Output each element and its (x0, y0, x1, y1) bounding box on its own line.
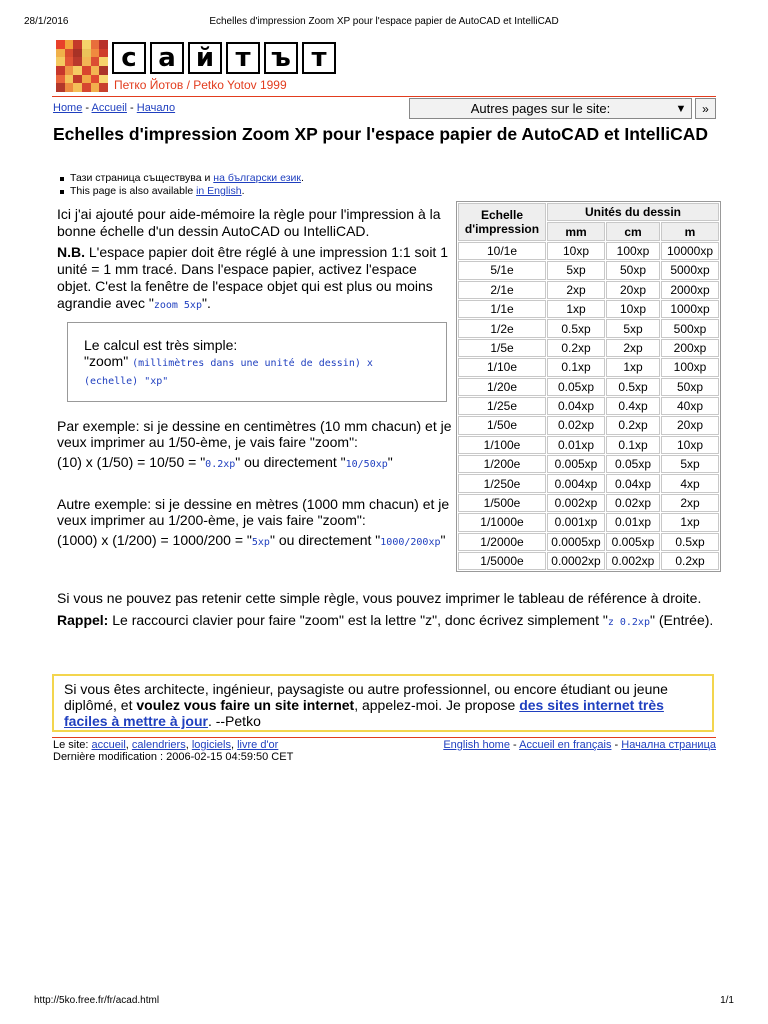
table-row (458, 358, 719, 376)
rappel-code: z 0.2xp (607, 617, 650, 628)
table-body (458, 242, 719, 571)
language-text: Тази страница съществува и (70, 172, 214, 184)
value-cell: 500xp (661, 319, 719, 337)
scale-cell: 1/25e (458, 397, 546, 415)
value-cell: 0.05xp (547, 378, 605, 396)
scale-cell: 1/2e (458, 319, 546, 337)
header-mm: mm (547, 222, 605, 240)
table-row (458, 436, 719, 454)
scale-cell: 1/2000e (458, 533, 546, 551)
value-cell: 2xp (606, 339, 660, 357)
formula-code: 1000/200xp (380, 537, 441, 548)
table-row (458, 552, 719, 570)
table-row (458, 533, 719, 551)
table-row (458, 455, 719, 473)
value-cell: 10xp (547, 242, 605, 260)
logo-letter: с (112, 42, 146, 74)
mosaic-tile (56, 75, 65, 84)
value-cell: 0.01xp (547, 436, 605, 454)
value-cell: 0.005xp (547, 455, 605, 473)
value-cell: 0.5xp (606, 378, 660, 396)
table-row (458, 474, 719, 492)
mosaic-tile (82, 75, 91, 84)
print-header (24, 16, 744, 30)
scale-cell: 1/5e (458, 339, 546, 357)
promo-box (52, 674, 714, 732)
value-cell: 0.2xp (606, 416, 660, 434)
table-row (458, 378, 719, 396)
mosaic-tile (82, 66, 91, 75)
footer-link-livre[interactable]: livre d'or (237, 739, 279, 751)
value-cell: 0.05xp (606, 455, 660, 473)
page-title: Echelles d'impression Zoom XP pour l'espace papier de AutoCAD et IntelliCAD (53, 124, 708, 144)
table-header-row (458, 203, 719, 221)
scale-cell: 1/5000e (458, 552, 546, 570)
value-cell: 1xp (547, 300, 605, 318)
promo-bold: voulez vous faire un site internet (136, 697, 355, 713)
nb-end: ". (201, 295, 211, 311)
value-cell: 50xp (606, 261, 660, 279)
example-one-text: Par exemple: si je dessine en centimètres (10 mm chacun) et je veux imprimer au 1/50-ème, je vais faire "zoom": (57, 418, 452, 450)
print-date: 28/1/2016 (24, 16, 69, 27)
language-item-en (58, 185, 304, 198)
divider (52, 737, 716, 738)
value-cell: 0.01xp (606, 513, 660, 531)
mosaic-tile (99, 83, 108, 92)
value-cell: 0.2xp (661, 552, 719, 570)
example-one-formula (57, 454, 452, 473)
footer-bg-home-link[interactable]: Начална страница (621, 739, 716, 751)
footer-separator: - (611, 739, 622, 751)
table-row (458, 319, 719, 337)
value-cell: 0.0002xp (547, 552, 605, 570)
example-one (57, 418, 452, 477)
value-cell: 0.02xp (606, 494, 660, 512)
formula-text: " ou directement " (235, 454, 346, 470)
footer-site-links: Le site: accueil, calendriers, logiciels, livre d'or (53, 739, 279, 751)
value-cell: 50xp (661, 378, 719, 396)
rappel-paragraph (57, 612, 717, 631)
mosaic-tile (99, 57, 108, 66)
mosaic-tile (91, 49, 100, 58)
value-cell: 5000xp (661, 261, 719, 279)
value-cell: 5xp (606, 319, 660, 337)
scale-cell: 1/10e (458, 358, 546, 376)
scale-cell: 2/1e (458, 281, 546, 299)
value-cell: 200xp (661, 339, 719, 357)
print-page-title: Echelles d'impression Zoom XP pour l'espace papier de AutoCAD et IntelliCAD (209, 16, 559, 27)
rappel-end: " (Entrée). (649, 612, 714, 628)
table-row (458, 339, 719, 357)
logo-letter: а (150, 42, 184, 74)
print-footer (34, 995, 734, 1009)
value-cell: 0.002xp (606, 552, 660, 570)
formula-text: " (440, 532, 446, 548)
after-text (57, 590, 717, 637)
scale-cell: 1/100e (458, 436, 546, 454)
language-list (58, 172, 304, 198)
language-text: . (300, 172, 304, 184)
divider (52, 96, 716, 97)
table-row (458, 261, 719, 279)
mosaic-tile (91, 40, 100, 49)
calc-zoom: "zoom" (84, 353, 133, 369)
mosaic-tile (91, 83, 100, 92)
mosaic-tile (56, 40, 65, 49)
value-cell: 1000xp (661, 300, 719, 318)
print-page-number: 1/1 (720, 995, 734, 1006)
value-cell: 10xp (606, 300, 660, 318)
scale-cell: 1/20e (458, 378, 546, 396)
value-cell: 5xp (547, 261, 605, 279)
mosaic-tile (73, 75, 82, 84)
value-cell: 0.5xp (547, 319, 605, 337)
value-cell: 2xp (547, 281, 605, 299)
table-row (458, 416, 719, 434)
reference-paragraph: Si vous ne pouvez pas retenir cette simple règle, vous pouvez imprimer le tableau de référence à droite. (57, 590, 702, 606)
mosaic-tile (73, 40, 82, 49)
calc-line1: Le calcul est très simple: (84, 337, 238, 353)
mosaic-tile (73, 66, 82, 75)
formula-code: 10/50xp (345, 459, 388, 470)
language-text: . (241, 185, 245, 197)
logo-letter: й (188, 42, 222, 74)
footer-accueil-fr-link[interactable]: Accueil en français (519, 739, 612, 751)
calc-code: (millimètres dans une unité de dessin) x (echelle) "xp" (84, 358, 373, 387)
mosaic-tile (82, 57, 91, 66)
mosaic-tile (56, 66, 65, 75)
nb-text: L'espace papier doit être réglé à une impression 1:1 soit 1 unité = 1 mm tracé. Dans l'espace papier, activez l'espace objet. C'est la fenêtre de l'espace objet qui est plus ou moins agrandie avec " (57, 244, 449, 311)
go-button[interactable]: » (695, 98, 716, 119)
mosaic-tile (73, 57, 82, 66)
example-two (57, 496, 452, 555)
mosaic-tile (56, 83, 65, 92)
value-cell: 10000xp (661, 242, 719, 260)
site-logo[interactable] (56, 40, 328, 92)
value-cell: 0.0005xp (547, 533, 605, 551)
table-row (458, 494, 719, 512)
mosaic-tile (65, 83, 74, 92)
formula-text: (1000) x (1/200) = 1000/200 = " (57, 532, 252, 548)
mosaic-tile (65, 40, 74, 49)
footer-right (443, 739, 716, 751)
value-cell: 0.004xp (547, 474, 605, 492)
value-cell: 2000xp (661, 281, 719, 299)
breadcrumb-nachalo-link[interactable]: Начало (136, 102, 176, 114)
language-text: This page is also available (70, 185, 197, 197)
language-item-bg (58, 172, 304, 185)
value-cell: 0.5xp (661, 533, 719, 551)
mosaic-tile (56, 49, 65, 58)
mosaic-tile (82, 83, 91, 92)
value-cell: 0.005xp (606, 533, 660, 551)
mosaic-tile (73, 83, 82, 92)
english-link[interactable]: in English (196, 185, 242, 197)
last-modified: Dernière modification : 2006-02-15 04:59:50 CET (53, 751, 294, 763)
value-cell: 0.02xp (547, 416, 605, 434)
value-cell: 1xp (661, 513, 719, 531)
scale-table (456, 201, 721, 572)
table-row (458, 242, 719, 260)
scale-cell: 5/1e (458, 261, 546, 279)
breadcrumb-separator: - (82, 102, 92, 114)
mosaic-tile (82, 49, 91, 58)
print-url: http://5ko.free.fr/fr/acad.html (34, 995, 160, 1006)
value-cell: 0.1xp (547, 358, 605, 376)
calc-line2 (84, 353, 430, 389)
logo-letter: т (302, 42, 336, 74)
mosaic-tile (73, 49, 82, 58)
mosaic-tile (65, 49, 74, 58)
mosaic-tile (91, 57, 100, 66)
example-two-text: Autre exemple: si je dessine en mètres (1000 mm chacun) et je veux imprimer au 1/200-ème, je vais faire "zoom": (57, 496, 450, 528)
footer-site-label: Le site: (53, 739, 92, 751)
value-cell: 100xp (661, 358, 719, 376)
nb-label: N.B. (57, 244, 85, 260)
intro-paragraph: Ici j'ai ajouté pour aide-mémoire la règle pour l'impression à la bonne échelle d'un dessin AutoCAD ou IntelliCAD. (57, 206, 441, 239)
promo-text: , appelez-moi. Je propose (354, 697, 520, 713)
scale-cell: 1/1000e (458, 513, 546, 531)
scale-cell: 1/500e (458, 494, 546, 512)
value-cell: 1xp (606, 358, 660, 376)
nb-paragraph (57, 244, 452, 314)
intro-text (57, 206, 452, 318)
mosaic-tile (65, 75, 74, 84)
breadcrumb (53, 102, 175, 114)
value-cell: 4xp (661, 474, 719, 492)
breadcrumb-separator: - (126, 102, 137, 114)
site-pages-select-value: Autres pages sur le site: (470, 101, 611, 116)
header-cm: cm (606, 222, 660, 240)
example-two-formula (57, 532, 452, 551)
value-cell: 100xp (606, 242, 660, 260)
formula-text: " (387, 454, 393, 470)
header-units: Unités du dessin (547, 203, 719, 221)
logo-tagline: Петко Йотов / Petko Yotov 1999 (114, 78, 287, 92)
formula-code: 0.2xp (205, 459, 236, 470)
footer-separator: - (509, 739, 520, 751)
mosaic-tile (99, 75, 108, 84)
table-row (458, 397, 719, 415)
value-cell: 0.002xp (547, 494, 605, 512)
mosaic-tile (65, 66, 74, 75)
logo-letter: т (226, 42, 260, 74)
rappel-label: Rappel: (57, 612, 109, 628)
mosaic-tile (82, 40, 91, 49)
breadcrumb-accueil-link[interactable]: Accueil (91, 102, 127, 114)
breadcrumb-home-link[interactable]: Home (53, 102, 83, 114)
rappel-text: Le raccourci clavier pour faire "zoom" est la lettre "z", donc écrivez simplement " (108, 612, 608, 628)
value-cell: 10xp (661, 436, 719, 454)
footer-link-logiciels[interactable]: logiciels (191, 739, 231, 751)
logo-letters (112, 42, 336, 74)
mosaic-tile (91, 66, 100, 75)
value-cell: 0.4xp (606, 397, 660, 415)
mosaic-tile (91, 75, 100, 84)
table-row (458, 513, 719, 531)
footer-english-home-link[interactable]: English home (443, 739, 510, 751)
footer-left (53, 739, 293, 763)
logo-mosaic-icon (56, 40, 108, 92)
nb-code: zoom 5xp (153, 300, 202, 311)
dropdown-arrow-icon: ▼ (675, 102, 687, 115)
mosaic-tile (65, 57, 74, 66)
value-cell: 0.001xp (547, 513, 605, 531)
formula-code: 5xp (251, 537, 270, 548)
footer-link-calendriers[interactable]: calendriers (131, 739, 186, 751)
scale-cell: 10/1e (458, 242, 546, 260)
value-cell: 0.1xp (606, 436, 660, 454)
logo-letter: ъ (264, 42, 298, 74)
promo-text: Si vous êtes architecte, ingénieur, paysagiste ou autre professionnel, ou encore étudiant ou jeune diplômé, et (64, 681, 668, 713)
site-pages-select[interactable] (409, 98, 692, 119)
header-m: m (661, 222, 719, 240)
scale-cell: 1/250e (458, 474, 546, 492)
mosaic-tile (99, 40, 108, 49)
scale-cell: 1/50e (458, 416, 546, 434)
formula-text: " ou directement " (269, 532, 381, 548)
mosaic-tile (56, 57, 65, 66)
bulgarian-link[interactable]: на български език (213, 172, 301, 184)
table-row (458, 281, 719, 299)
footer-link-accueil[interactable]: accueil (91, 739, 126, 751)
mosaic-tile (99, 66, 108, 75)
mosaic-tile (99, 49, 108, 58)
scale-cell: 1/1e (458, 300, 546, 318)
websites-link[interactable]: des sites internet très faciles à mettre à jour (64, 697, 664, 729)
value-cell: 0.2xp (547, 339, 605, 357)
promo-text: . --Petko (207, 713, 261, 729)
value-cell: 40xp (661, 397, 719, 415)
scale-cell: 1/200e (458, 455, 546, 473)
value-cell: 20xp (606, 281, 660, 299)
calc-box (67, 322, 447, 402)
value-cell: 0.04xp (606, 474, 660, 492)
formula-text: (10) x (1/50) = 10/50 = " (57, 454, 206, 470)
value-cell: 2xp (661, 494, 719, 512)
value-cell: 0.04xp (547, 397, 605, 415)
value-cell: 20xp (661, 416, 719, 434)
value-cell: 5xp (661, 455, 719, 473)
header-scale: Echelle d'impression (458, 203, 546, 241)
table-row (458, 300, 719, 318)
